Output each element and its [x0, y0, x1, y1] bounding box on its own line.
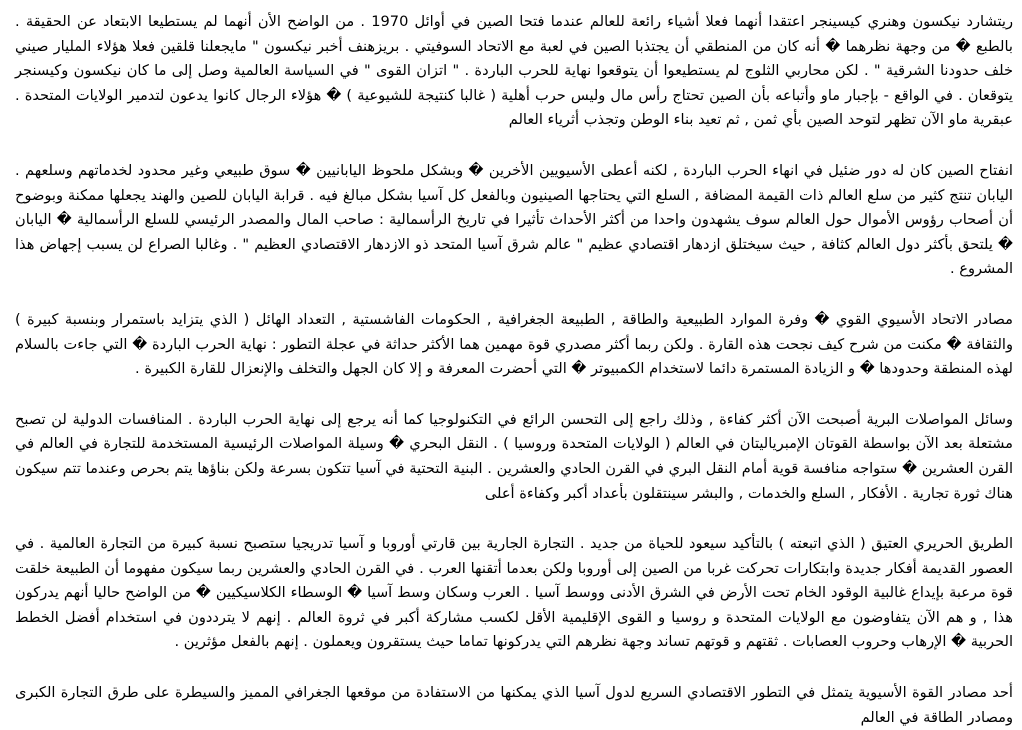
- paragraph-cut-off: أحد مصادر القوة الأسيوية يتمثل في التطور الاقتصادي السريع لدول آسيا الذي يمكنها من الاستفادة من موقعها الجغرافي المميز والسيطرة على طرق التجارة الكبرى ومصادر الطاقة في العالم: [15, 684, 1013, 726]
- paragraph-land-transport: وسائل المواصلات البرية أصبحت الآن أكثر كفاءة , وذلك راجع إلى التحسن الرائع في التكنولوجيا كما أنه يرجع إلى نهاية الحرب الباردة . المنافسات الدولية لن تصبح مشتعلة بعد الآن بواسطة القوتان الإمبرياليتان في العالم ( الولايات المتحدة وروسيا ) . النقل البحري � وسيلة المواصلات الرئيسية المستخدمة للتجارة في العالم في القرن العشرين � ستواجه منافسة قوية أمام النقل البري في القرن الحادي والعشرين . البنية التحتية في آسيا تتكون بسرعة ولكن بناؤها يتم بحرص وعندما تتم سيكون هناك ثورة تجارية . الأفكار , السلع والخدمات , والبشر سينتقلون بأعداد أكبر وكفاءة أعلى: [15, 410, 1013, 502]
- paragraph-asian-union-resources: مصادر الاتحاد الأسيوي القوي � وفرة الموارد الطبيعية والطاقة , الطبيعة الجغرافية , الحكومات الفاشستية , التعداد الهائل ( الذي يتزايد باستمرار وبنسبة كبيرة ) والثقافة � مكنت من شرح كيف نجحت هذه القارة . ولكن ربما أكثر مصدري قوة مهمين هما الأكثر حداثة في عجلة التطور : نهاية الحرب الباردة � التي جاءت بالسلام لهذه المنطقة وحدودها � و الزيادة المستمرة دائما لاستخدام الكمبيوتر � التي أحضرت المعرفة و إلا كان الجهل والتخلف والإنعزال للقارة الكبيرة .: [15, 310, 1013, 378]
- paragraph-silk-road: الطريق الحريري العتيق ( الذي اتبعته ) بالتأكيد سيعود للحياة من جديد . التجارة الجارية بين قارتي أوروبا و آسيا تدريجيا ستصبح نسبة كبيرة من التجارة العالمية . في العصور القديمة أفكار جديدة وابتكارات تحركت غربا من الصين إلى أوروبا ولكن بعدما أتقنها العرب . في القرن الحادي والعشرين ربما سيكون مفهوما أن الطبيعة خلقت قوة مرعبة بإيداع غالبية الوقود الخام تحت الأرض في الشرق الأدنى ووسط آسيا . العرب وسكان وسط آسيا � الوسطاء الكلاسيكيين � من الواضح حاليا أنهم يدركون هذا , و هم الآن يتفاوضون مع الولايات المتحدة و روسيا و القوى الإقليمية الأقل لكسب مشاركة أكبر في ثروة العالم . إنهم لا يترددون في استخدام أفضل الخطط الحربية � الإرهاب وحروب العصابات . ثقتهم و قوتهم تساند وجهة نظرهم التي يدركونها تماما حيث يستقرون ويعملون . إنهم بالفعل مؤثرين .: [15, 535, 1013, 651]
- paragraph-nixon-kissinger: ريتشارد نيكسون وهنري كيسينجر اعتقدا أنهما فعلا أشياء رائعة للعالم عندما فتحا الصين في أوائل 1970 . من الواضح الأن أنهما لم يستطيعا الابتعاد عن الحقيقة . بالطبع � من وجهة نظرهما � أنه كان من المنطقي أن يجتذبا الصين في لعبة مع الاتحاد السوفيتي . بريزهنف أخبر نيكسون " مايجعلنا قلقين فعلا هؤلاء المليار صيني خلف حدودنا الشرقية " . لكن محاربي الثلوج لم يستطيعوا أن يتوقعوا نهاية للحرب الباردة . " اتزان القوى " في السياسة العالمية وصل إلى ما كان نيكسون وكيسنجر يتوقعان . في الواقع - بإجبار ماو وأتباعه بأن الصين تحتاج رأس مال وليس حرب أهلية ( غالبا كنتيجة للشيوعية ) � هؤلاء الرجال كانوا يدعون لتدمير الولايات المتحدة . عبقرية ماو الآن تظهر لتوحد الصين بأي ثمن , ثم تعيد بناء الوطن وتجذب أثرياء العالم: [15, 13, 1013, 129]
- paragraph-china-opening: انفتاح الصين كان له دور ضئيل في انهاء الحرب الباردة , لكنه أعطى الأسيويين الأخرين � وبشكل ملحوظ اليابانيين � سوق طبيعي وغير محدود لخدماتهم وسلعهم . اليابان تنتج كثير من سلع العالم ذات القيمة المضافة , السلع التي يحتاجها الصينيون وبالفعل كل آسيا بشكل مبالغ فيه . قرابة اليابان للصين والهند يجعلها ممكنة وبوضوح أن أصحاب رؤوس الأموال حول العالم سوف يشهدون واحدا من أكثر الأحداث تأثيرا في تاريخ الرأسمالية : صاحب المال والمصدر الرئيسي للسلع الرأسمالية � اليابان � يلتحق بأكثر دول العالم كثافة , حيث سيختلق ازدهار اقتصادي عظيم " عالم شرق آسيا المتحد ذو الازدهار الاقتصادي العظيم " . وغالبا الصراع لن يسبب إجهاض هذا المشروع .: [15, 161, 1013, 278]
